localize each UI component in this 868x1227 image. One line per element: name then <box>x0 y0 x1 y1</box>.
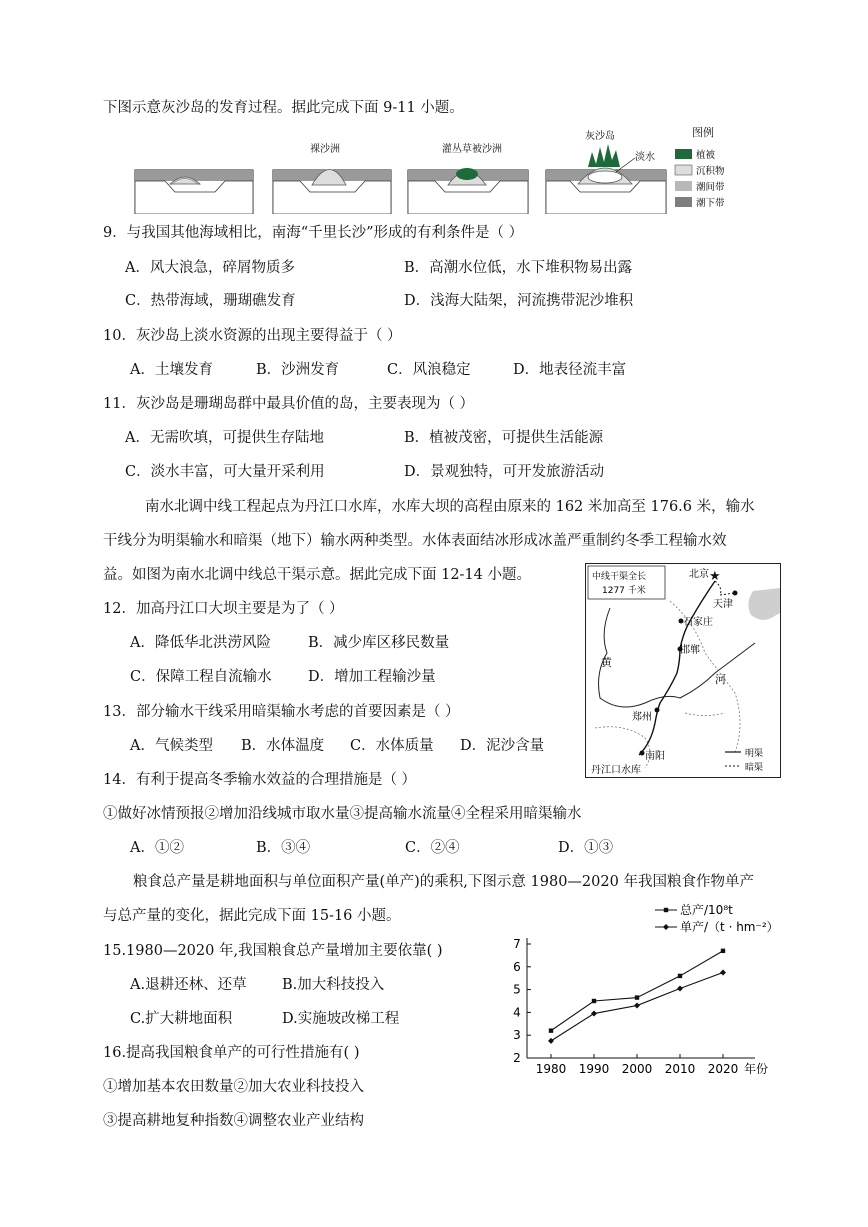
q9-option-a[interactable]: A．风大浪急，碎屑物质多 <box>125 260 295 276</box>
legend-intertidal: 潮间带 <box>696 182 725 193</box>
figure1-legend <box>675 125 725 209</box>
legend-label: 单产/（t · hm⁻²） <box>680 920 779 934</box>
q12-option-c[interactable]: C．保障工程自流输水 <box>130 669 272 685</box>
intro-12-14-line1: 南水北调中线工程起点为丹江口水库，水库大坝的高程由原来的 162 米加高至 176.6 米，输水 <box>145 499 755 515</box>
q11-option-b[interactable]: B．植被茂密，可提供生活能源 <box>404 430 604 446</box>
q14-option-c[interactable]: C．②④ <box>405 840 460 856</box>
q10-option-a[interactable]: A．土壤发育 <box>130 362 213 378</box>
q13-option-d[interactable]: D．泥沙含量 <box>460 738 545 754</box>
map-legend-covered-canal: 暗渠 <box>745 763 764 773</box>
q11-option-a[interactable]: A．无需吹填，可提供生存陆地 <box>125 430 324 446</box>
q9-option-c[interactable]: C．热带海域，珊瑚礁发育 <box>125 293 296 309</box>
map-city-danjiangkou: 丹江口水库 <box>591 765 641 776</box>
map-city-zhengzhou: 郑州 <box>632 712 652 723</box>
data-point <box>678 974 682 978</box>
q10-option-b[interactable]: B．沙洲发育 <box>256 362 340 378</box>
map-city-tianjin: 天津 <box>713 599 733 610</box>
y-tick-label: 5 <box>513 982 521 997</box>
panel-gray-sand-island <box>546 129 666 214</box>
q13-option-b[interactable]: B．水体温度 <box>241 738 325 754</box>
map-river-huang: 黄 <box>601 656 612 669</box>
q14-option-d[interactable]: D．①③ <box>558 840 614 856</box>
intro-9-11: 下图示意灰沙岛的发育过程。据此完成下面 9-11 小题。 <box>103 100 464 116</box>
q14-items: ①做好冰情预报②增加沿线城市取水量③提高输水流量④全程采用暗渠输水 <box>103 806 582 822</box>
x-tick-label: 2000 <box>621 1062 653 1076</box>
q15-option-d[interactable]: D.实施坡改梯工程 <box>282 1011 400 1027</box>
x-axis-label: 年份 <box>744 1062 769 1076</box>
label-gray-sand-island: 灰沙岛 <box>585 131 615 142</box>
q16-items-line2: ③提高耕地复种指数④调整农业产业结构 <box>103 1113 364 1129</box>
y-tick-label: 2 <box>513 1051 521 1065</box>
q15-option-a[interactable]: A.退耕还林、还草 <box>130 977 247 993</box>
data-point <box>677 985 683 991</box>
x-tick-label: 2010 <box>664 1062 696 1076</box>
y-tick-label: 6 <box>513 959 521 974</box>
intro-12-14-line2: 干线分为明渠输水和暗渠（地下）输水两种类型。水体表面结冰形成冰盖严重制约冬季工程输水效 <box>103 533 727 549</box>
map-legend-open-canal: 明渠 <box>745 749 764 759</box>
q10-stem: 10．灰沙岛上淡水资源的出现主要得益于（ ） <box>103 328 402 344</box>
q9-option-d[interactable]: D．浅海大陆架，河流携带泥沙堆积 <box>404 293 634 309</box>
water-diversion-map <box>585 563 781 778</box>
grain-yield-chart <box>505 900 805 1080</box>
y-tick-label: 3 <box>513 1028 521 1043</box>
data-point <box>720 970 726 976</box>
q12-option-d[interactable]: D．增加工程输沙量 <box>308 669 436 685</box>
panel-shrub-sandbar <box>408 142 528 214</box>
label-fresh-water: 淡水 <box>635 152 655 163</box>
data-point <box>721 949 725 953</box>
data-point <box>635 995 639 999</box>
legend-sediment: 沉积物 <box>696 166 725 177</box>
q11-option-c[interactable]: C．淡水丰富，可大量开采利用 <box>125 464 325 480</box>
q14-stem: 14．有利于提高冬季输水效益的合理措施是（ ） <box>103 772 417 788</box>
capital-star-icon: ★ <box>709 569 721 584</box>
q14-option-b[interactable]: B．③④ <box>256 840 311 856</box>
x-tick-label: 2020 <box>707 1062 739 1076</box>
data-point <box>548 1038 554 1044</box>
map-city-shijiazhuang: 石家庄 <box>683 617 713 628</box>
x-tick-label: 1990 <box>578 1062 610 1076</box>
map-city-beijing: 北京 <box>689 569 709 580</box>
map-city-nanyang: 南阳 <box>645 751 665 762</box>
q9-option-b[interactable]: B．高潮水位低，水下堆积物易出露 <box>404 260 633 276</box>
legend-marker <box>664 908 668 912</box>
q16-stem: 16.提高我国粮食单产的可行性措施有( ) <box>103 1045 360 1061</box>
panel-bare-sand <box>135 170 253 214</box>
data-point <box>634 1003 640 1009</box>
legend-marker <box>663 924 669 930</box>
data-point <box>549 1028 553 1032</box>
q12-option-b[interactable]: B．减少库区移民数量 <box>308 635 450 651</box>
y-tick-label: 4 <box>513 1005 521 1020</box>
intro-15-16-line2: 与总产量的变化，据此完成下面 15-16 小题。 <box>103 908 401 924</box>
q10-option-c[interactable]: C．风浪稳定 <box>387 362 471 378</box>
map-box-label-1: 中线干渠全长 <box>592 572 647 582</box>
q11-stem: 11．灰沙岛是珊瑚岛群中最具价值的岛，主要表现为（ ） <box>103 396 475 412</box>
panel-sandbar <box>273 142 391 214</box>
map-city-handan: 邯郸 <box>680 645 700 656</box>
label-bare-sand: 裸沙洲 <box>310 144 340 155</box>
q11-option-d[interactable]: D．景观独特，可开发旅游活动 <box>404 464 605 480</box>
q15-option-c[interactable]: C.扩大耕地面积 <box>130 1011 233 1027</box>
intro-12-14-line3: 益。如图为南水北调中线总干渠示意。据此完成下面 12-14 小题。 <box>103 567 532 583</box>
legend-title: 图例 <box>692 126 714 139</box>
legend-vegetation: 植被 <box>696 150 716 161</box>
sand-island-figure <box>130 122 750 214</box>
legend-label: 总产/10⁸t <box>680 903 733 917</box>
q15-stem: 15.1980—2020 年,我国粮食总产量增加主要依靠( ) <box>103 943 443 959</box>
map-river-he: 河 <box>715 673 726 686</box>
q13-option-c[interactable]: C．水体质量 <box>350 738 434 754</box>
data-point <box>591 1011 597 1017</box>
intro-15-16-line1: 粮食总产量是耕地面积与单位面积产量(单产)的乘积,下图示意 1980—2020 年我国粮食作物单产 <box>133 874 754 890</box>
q12-stem: 12．加高丹江口大坝主要是为了（ ） <box>103 601 344 617</box>
x-tick-label: 1980 <box>535 1062 567 1076</box>
y-tick-label: 7 <box>513 937 521 951</box>
q14-option-a[interactable]: A．①② <box>130 840 184 856</box>
q15-option-b[interactable]: B.加大科技投入 <box>282 977 385 993</box>
data-point <box>592 999 596 1003</box>
label-shrub-sandbar: 灌丛草被沙洲 <box>442 144 502 155</box>
q16-items-line1: ①增加基本农田数量②加大农业科技投入 <box>103 1079 364 1095</box>
q12-option-a[interactable]: A．降低华北洪涝风险 <box>130 635 271 651</box>
q9-stem: 9．与我国其他海域相比，南海“千里长沙”形成的有利条件是（ ） <box>103 225 524 241</box>
q13-option-a[interactable]: A．气候类型 <box>130 738 213 754</box>
series-line-0 <box>551 951 723 1031</box>
map-box-label-2: 1277 千米 <box>602 586 646 596</box>
legend-subtidal: 潮下带 <box>696 198 725 209</box>
q13-stem: 13．部分输水干线采用暗渠输水考虑的首要因素是（ ） <box>103 704 460 720</box>
q10-option-d[interactable]: D．地表径流丰富 <box>513 362 627 378</box>
